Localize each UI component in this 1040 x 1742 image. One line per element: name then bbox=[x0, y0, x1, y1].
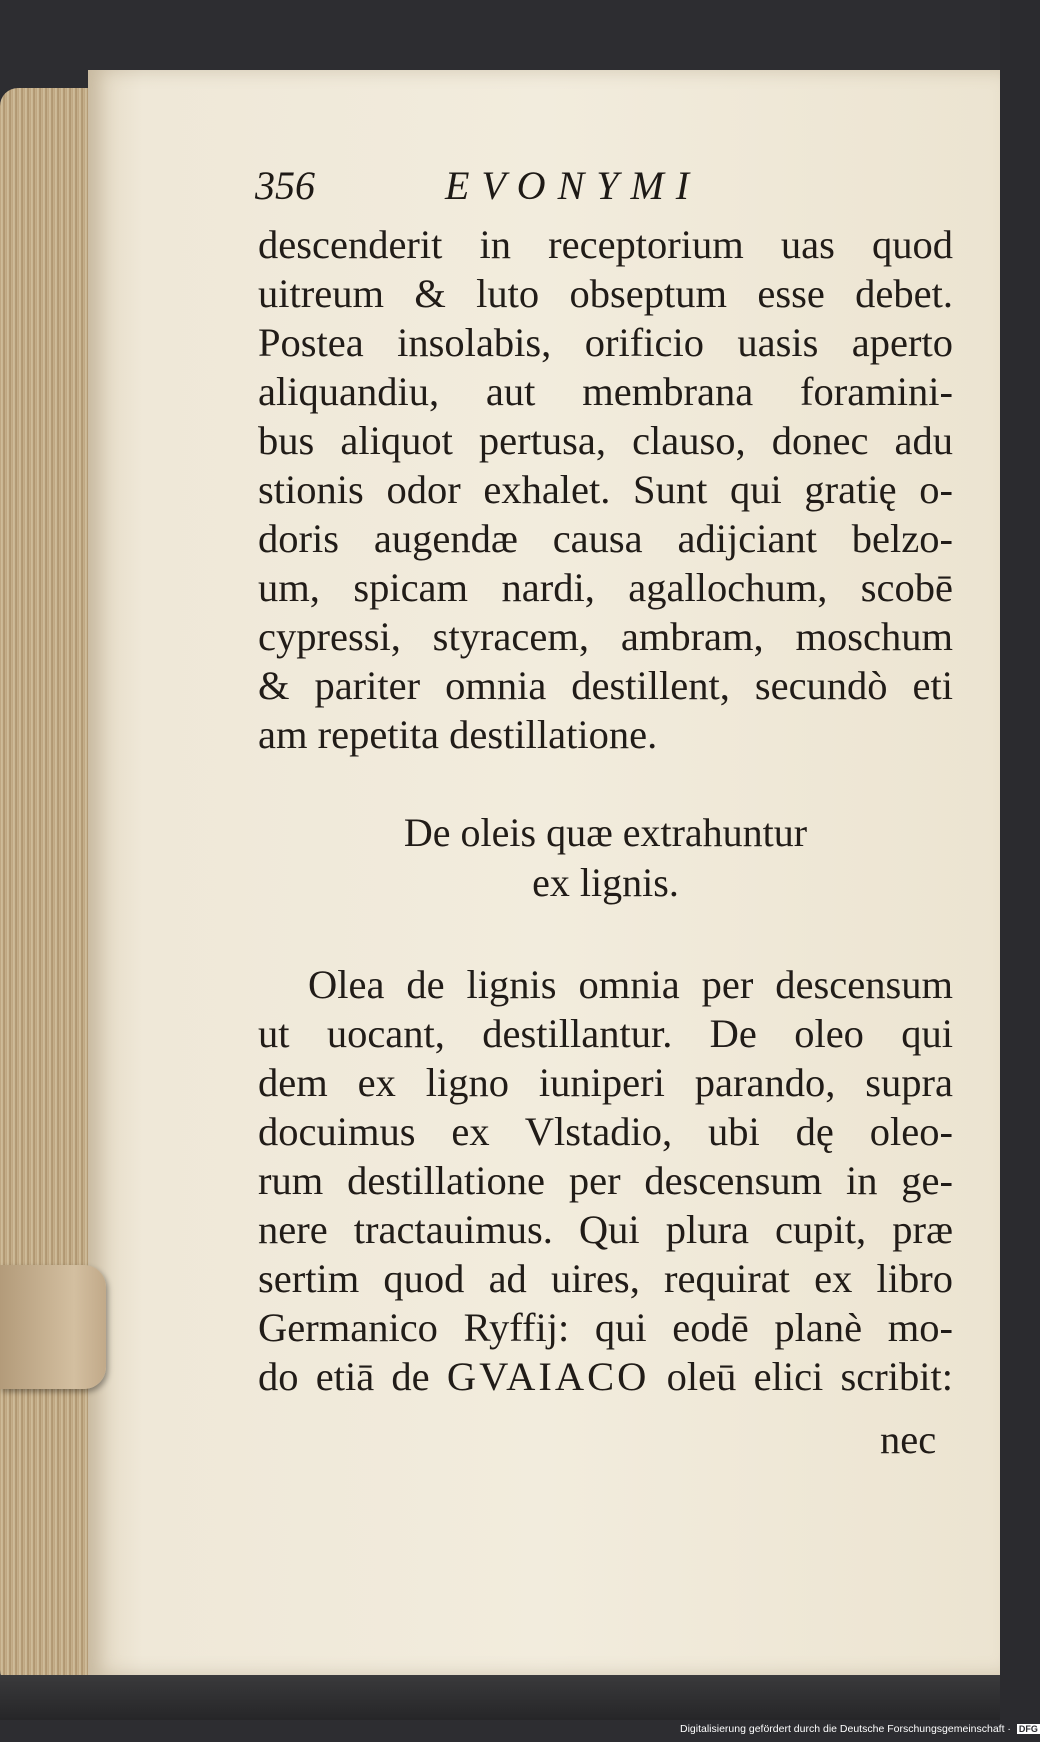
text-line: bus aliquot pertusa, clauso, donec adu bbox=[258, 418, 953, 463]
bottom-shadow bbox=[0, 1675, 1000, 1720]
section-heading bbox=[258, 808, 953, 908]
page-number: 356 bbox=[255, 163, 315, 208]
text-line: uitreum & luto obseptum esse debet. bbox=[258, 271, 953, 316]
text-line: rum destillatione per descensum in ge- bbox=[258, 1158, 953, 1203]
catchword: nec bbox=[880, 1417, 937, 1462]
text-line: doris augendæ causa adijciant belzo- bbox=[258, 516, 953, 561]
book-page-edges bbox=[0, 88, 95, 1688]
text-segment: oleū elici scribit: bbox=[649, 1354, 954, 1399]
text-line: aliquandiu, aut membrana foramini- bbox=[258, 369, 953, 414]
bookmark-tab bbox=[0, 1265, 106, 1389]
dfg-logo: DFG bbox=[1018, 1724, 1038, 1734]
small-caps-word: GVAIACO bbox=[446, 1354, 650, 1399]
text-segment: do etiā de bbox=[258, 1354, 447, 1399]
text-line: cypressi, styracem, ambram, moschum bbox=[258, 614, 953, 659]
text-line bbox=[258, 1352, 953, 1401]
text-line: docuimus ex Vlstadio, ubi dę oleo- bbox=[258, 1109, 953, 1154]
text-line: & pariter omnia destillent, secundò eti bbox=[258, 663, 953, 708]
text-line: am repetita destillatione. bbox=[258, 712, 658, 757]
text-line: Germanico Ryffij: qui eodē planè mo- bbox=[258, 1305, 953, 1350]
text-line: stionis odor exhalet. Sunt qui gratię o- bbox=[258, 467, 953, 512]
paragraph-1 bbox=[258, 220, 953, 759]
running-title: EVONYMI bbox=[445, 163, 702, 208]
digitization-credit bbox=[680, 1723, 1038, 1741]
text-line: ut uocant, destillantur. De oleo qui bbox=[258, 1011, 953, 1056]
text-line: dem ex ligno iuniperi parando, supra bbox=[258, 1060, 953, 1105]
paragraph-2 bbox=[258, 960, 953, 1401]
text-line: descenderit in receptorium uas quod bbox=[258, 222, 953, 267]
text-line: Olea de lignis omnia per descensum bbox=[308, 962, 953, 1007]
heading-line: ex lignis. bbox=[532, 860, 679, 905]
text-line: nere tractauimus. Qui plura cupit, præ bbox=[258, 1207, 953, 1252]
text-line: sertim quod ad uires, requirat ex libro bbox=[258, 1256, 953, 1301]
page-header bbox=[255, 162, 955, 212]
credit-text: Digitalisierung gefördert durch die Deutsche Forschungsgemeinschaft · bbox=[680, 1723, 1011, 1735]
heading-line: De oleis quæ extrahuntur bbox=[403, 810, 808, 855]
text-line: um, spicam nardi, agallochum, scobē bbox=[258, 565, 953, 610]
text-line: Postea insolabis, orificio uasis aperto bbox=[258, 320, 953, 365]
